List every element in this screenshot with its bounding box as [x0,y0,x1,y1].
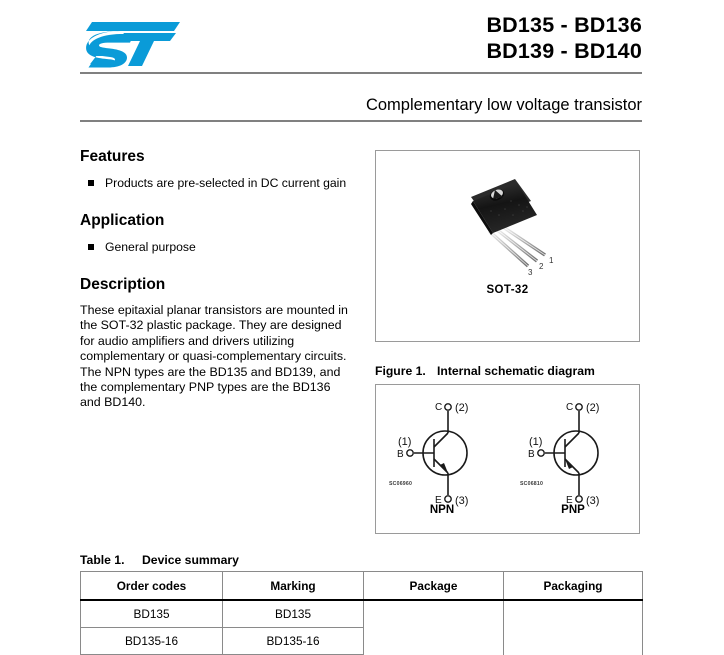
pin-label-3: 3 [527,268,532,277]
application-heading: Application [80,212,165,229]
pnp-base-label: B [528,449,535,460]
column-header-package: Package [364,572,504,601]
square-bullet-icon [88,180,94,186]
npn-base-label: B [397,449,404,460]
square-bullet-icon [88,244,94,250]
npn-schematic [376,385,508,533]
description-paragraph: These epitaxial planar transistors are mounted in the SOT-32 plastic package. They are designed for audio amplifiers and drivers utilizing complementary or quasi-complementary circuits. The NPN types are the BD135 and BD139, and the complementary PNP types are the BD136 and BD140. [80,303,348,410]
figure-1-title: Internal schematic diagram [437,364,595,378]
pnp-type-label: PNP [561,504,585,516]
package-name-label: SOT-32 [486,284,529,296]
left-content-column [80,148,352,411]
pnp-emitter-pin: (3) [586,495,600,507]
table-header-row [81,572,643,601]
cell-marking: BD135 [223,600,364,628]
cell-package [364,600,504,628]
figure-1-number: Figure 1. [375,364,426,378]
pnp-base-pin: (1) [529,436,543,448]
column-header-packaging: Packaging [504,572,643,601]
npn-drawing-code: SC06960 [389,481,413,487]
figure-1-box [375,384,640,534]
table-1-number: Table 1. [80,553,125,567]
cell-packaging [504,628,643,655]
cell-order-code: BD135-16 [81,628,223,655]
device-summary-table [80,571,643,655]
features-list-item [80,175,352,191]
part-numbers-line-2: BD139 - BD140 [486,39,642,63]
st-logo-icon [80,20,184,68]
pnp-emitter-label: E [566,495,573,506]
st-logo [80,20,184,68]
sot-32-package-illustration [433,171,583,281]
application-list-item [80,239,352,255]
table-row [81,600,643,628]
table-row [81,628,643,655]
npn-collector-label: C [435,402,443,413]
features-heading: Features [80,148,145,165]
description-heading: Description [80,276,166,293]
figure-1-caption [375,364,595,378]
npn-type-label: NPN [429,504,455,516]
table-1-caption [80,553,239,567]
table-1-title: Device summary [142,553,239,567]
document-subtitle: Complementary low voltage transistor [365,96,642,114]
header-divider-top [80,72,642,74]
features-item-text: Products are pre-selected in DC current gain [105,176,347,190]
pin-label-1: 1 [548,256,553,265]
npn-emitter-pin: (3) [455,495,469,507]
header-divider-bottom [80,120,642,122]
npn-collector-pin: (2) [455,402,469,414]
header-part-numbers [486,12,642,64]
cell-marking: BD135-16 [223,628,364,655]
npn-base-pin: (1) [398,436,412,448]
pnp-schematic [507,385,639,533]
application-item-text: General purpose [105,240,196,254]
package-image-box [375,150,640,342]
pnp-collector-pin: (2) [586,402,600,414]
cell-package [364,628,504,655]
column-header-order-codes: Order codes [81,572,223,601]
part-numbers-line-1: BD135 - BD136 [486,13,642,37]
pnp-drawing-code: SC06810 [520,481,544,487]
column-header-marking: Marking [223,572,364,601]
cell-packaging [504,600,643,628]
pin-label-2: 2 [538,262,543,271]
pnp-collector-label: C [566,402,574,413]
cell-order-code: BD135 [81,600,223,628]
npn-emitter-label: E [435,495,442,506]
